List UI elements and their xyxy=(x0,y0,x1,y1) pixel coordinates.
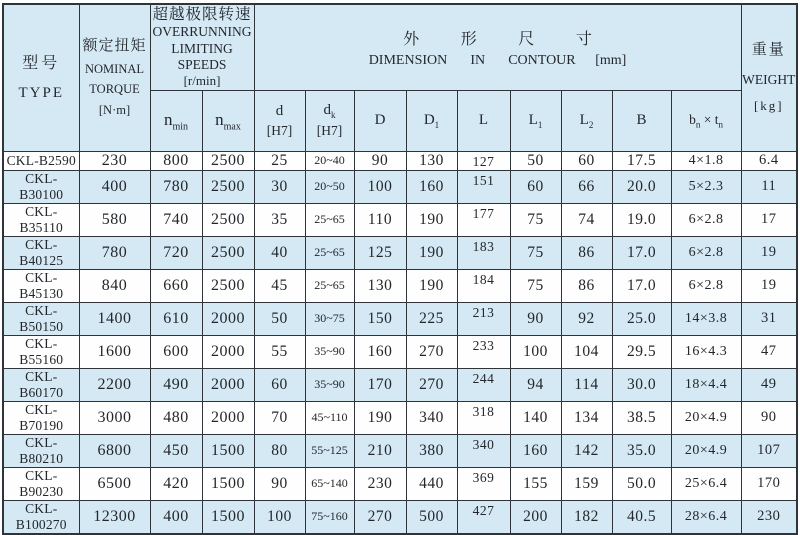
cell-nmax: 2000 xyxy=(202,368,254,401)
cell-B: 17.5 xyxy=(612,151,671,170)
cell-L1: 200 xyxy=(510,500,561,534)
cell-d: 60 xyxy=(254,368,305,401)
cell-L: 318 xyxy=(457,401,510,434)
cell-L2: 134 xyxy=(561,401,612,434)
cell-d: 30 xyxy=(254,170,305,203)
cell-nmax: 1500 xyxy=(202,500,254,534)
cell-nmax: 1500 xyxy=(202,467,254,500)
cell-L1: 75 xyxy=(510,203,561,236)
cell-D: 100 xyxy=(354,170,406,203)
cell-B: 17.0 xyxy=(612,269,671,302)
table-body xyxy=(3,151,797,534)
cell-D: 190 xyxy=(354,401,406,434)
cell-nmin: 780 xyxy=(150,170,202,203)
cell-weight: 47 xyxy=(741,335,797,368)
cell-torque: 3000 xyxy=(79,401,150,434)
cell-L2: 86 xyxy=(561,236,612,269)
cell-weight: 6.4 xyxy=(741,151,797,170)
cell-L1: 90 xyxy=(510,302,561,335)
cell-nmax: 2000 xyxy=(202,335,254,368)
cell-L2: 66 xyxy=(561,170,612,203)
cell-dk: 75~160 xyxy=(305,500,354,534)
dimension-header-en-text: DIMENSION IN CONTOUR xyxy=(368,52,576,68)
cell-D1: 270 xyxy=(406,335,457,368)
cell-L2: 74 xyxy=(561,203,612,236)
cell-nmin: 420 xyxy=(150,467,202,500)
cell-weight: 230 xyxy=(741,500,797,534)
cell-nmin: 660 xyxy=(150,269,202,302)
cell-nmin: 800 xyxy=(150,151,202,170)
cell-L1: 160 xyxy=(510,434,561,467)
cell-weight: 31 xyxy=(741,302,797,335)
cell-nmax: 2500 xyxy=(202,236,254,269)
cell-L1: 75 xyxy=(510,236,561,269)
cell-d: 40 xyxy=(254,236,305,269)
cell-D: 270 xyxy=(354,500,406,534)
cell-nmin: 400 xyxy=(150,500,202,534)
cell-D1: 130 xyxy=(406,151,457,170)
weight-header-zh: 重量 xyxy=(751,42,786,58)
cell-D1: 340 xyxy=(406,401,457,434)
cell-nmax: 2000 xyxy=(202,302,254,335)
cell-torque: 780 xyxy=(79,236,150,269)
cell-D: 230 xyxy=(354,467,406,500)
cell-dk: 30~75 xyxy=(305,302,354,335)
cell-bt: 6×2.8 xyxy=(671,236,741,269)
cell-torque: 580 xyxy=(79,203,150,236)
cell-torque: 230 xyxy=(79,151,150,170)
cell-type: CKL-B30100 xyxy=(3,170,79,203)
cell-torque: 6500 xyxy=(79,467,150,500)
cell-weight: 170 xyxy=(741,467,797,500)
cell-nmin: 490 xyxy=(150,368,202,401)
table-row xyxy=(3,401,797,434)
table-header xyxy=(3,4,797,151)
column-header-dk: $d_k$ [H7] xyxy=(305,90,354,151)
cell-L1: 100 xyxy=(510,335,561,368)
dimension-header-zh: 外形尺寸 xyxy=(403,30,634,48)
cell-D: 130 xyxy=(354,269,406,302)
table-row xyxy=(3,170,797,203)
cell-type: CKL-B80210 xyxy=(3,434,79,467)
cell-type: CKL-B70190 xyxy=(3,401,79,434)
cell-nmin: 610 xyxy=(150,302,202,335)
cell-D1: 270 xyxy=(406,368,457,401)
cell-D1: 440 xyxy=(406,467,457,500)
cell-bt: 6×2.8 xyxy=(671,203,741,236)
cell-D1: 380 xyxy=(406,434,457,467)
cell-bt: 28×6.4 xyxy=(671,500,741,534)
table-row xyxy=(3,203,797,236)
cell-B: 30.0 xyxy=(612,368,671,401)
cell-nmin: 720 xyxy=(150,236,202,269)
cell-L2: 92 xyxy=(561,302,612,335)
dimension-header-unit: [mm] xyxy=(595,52,627,68)
cell-torque: 12300 xyxy=(79,500,150,534)
cell-type: CKL-B50150 xyxy=(3,302,79,335)
cell-B: 25.0 xyxy=(612,302,671,335)
cell-L2: 142 xyxy=(561,434,612,467)
cell-nmin: 450 xyxy=(150,434,202,467)
table-row xyxy=(3,467,797,500)
cell-type: CKL-B2590 xyxy=(3,151,79,170)
cell-dk: 25~65 xyxy=(305,203,354,236)
cell-D1: 225 xyxy=(406,302,457,335)
cell-weight: 17 xyxy=(741,203,797,236)
cell-B: 40.5 xyxy=(612,500,671,534)
table-row xyxy=(3,302,797,335)
cell-weight: 11 xyxy=(741,170,797,203)
cell-type: CKL-B90230 xyxy=(3,467,79,500)
cell-L: 369 xyxy=(457,467,510,500)
type-header-en: TYPE xyxy=(18,84,64,101)
cell-nmax: 2500 xyxy=(202,203,254,236)
cell-L2: 104 xyxy=(561,335,612,368)
cell-B: 20.0 xyxy=(612,170,671,203)
cell-nmax: 1500 xyxy=(202,434,254,467)
torque-header-zh: 额定扭矩 xyxy=(82,38,147,55)
cell-L: 184 xyxy=(457,269,510,302)
cell-d: 45 xyxy=(254,269,305,302)
weight-header-unit: [kg] xyxy=(753,97,784,113)
table-row xyxy=(3,368,797,401)
cell-L2: 60 xyxy=(561,151,612,170)
cell-L1: 50 xyxy=(510,151,561,170)
cell-L: 244 xyxy=(457,368,510,401)
cell-B: 38.5 xyxy=(612,401,671,434)
cell-torque: 2200 xyxy=(79,368,150,401)
cell-bt: 20×4.9 xyxy=(671,401,741,434)
cell-L: 233 xyxy=(457,335,510,368)
cell-L: 340 xyxy=(457,434,510,467)
cell-D1: 160 xyxy=(406,170,457,203)
cell-nmax: 2000 xyxy=(202,401,254,434)
cell-L2: 86 xyxy=(561,269,612,302)
torque-header-en1: NOMINAL xyxy=(84,62,145,77)
cell-B: 29.5 xyxy=(612,335,671,368)
cell-dk: 20~50 xyxy=(305,170,354,203)
cell-d: 70 xyxy=(254,401,305,434)
cell-dk: 25~65 xyxy=(305,269,354,302)
cell-D1: 500 xyxy=(406,500,457,534)
cell-L: 177 xyxy=(457,203,510,236)
cell-d: 80 xyxy=(254,434,305,467)
cell-torque: 840 xyxy=(79,269,150,302)
cell-dk: 65~140 xyxy=(305,467,354,500)
cell-nmax: 2500 xyxy=(202,151,254,170)
cell-type: CKL-B100270 xyxy=(3,500,79,534)
spec-table xyxy=(2,3,798,535)
cell-torque: 400 xyxy=(79,170,150,203)
cell-weight: 19 xyxy=(741,269,797,302)
column-group-header-dimension xyxy=(254,4,741,90)
cell-type: CKL-B35110 xyxy=(3,203,79,236)
cell-type: CKL-B40125 xyxy=(3,236,79,269)
column-header-torque xyxy=(79,4,150,151)
cell-L1: 75 xyxy=(510,269,561,302)
cell-type: CKL-B55160 xyxy=(3,335,79,368)
table-row xyxy=(3,236,797,269)
table-row xyxy=(3,335,797,368)
cell-dk: 25~65 xyxy=(305,236,354,269)
column-header-nmin: $n_{min}$ xyxy=(150,90,202,151)
cell-nmin: 480 xyxy=(150,401,202,434)
cell-D: 125 xyxy=(354,236,406,269)
cell-L1: 94 xyxy=(510,368,561,401)
cell-weight: 49 xyxy=(741,368,797,401)
cell-d: 90 xyxy=(254,467,305,500)
cell-L: 127 xyxy=(457,151,510,170)
cell-bt: 5×2.3 xyxy=(671,170,741,203)
cell-D: 150 xyxy=(354,302,406,335)
cell-dk: 55~125 xyxy=(305,434,354,467)
cell-d: 100 xyxy=(254,500,305,534)
column-header-D: D xyxy=(354,90,406,151)
speeds-header-en1: OVERRUNNING xyxy=(152,24,252,40)
column-header-type xyxy=(3,4,79,151)
cell-dk: 45~110 xyxy=(305,401,354,434)
cell-bt: 4×1.8 xyxy=(671,151,741,170)
column-header-D1: $D_1$ xyxy=(406,90,457,151)
cell-d: 25 xyxy=(254,151,305,170)
cell-D: 160 xyxy=(354,335,406,368)
cell-nmin: 740 xyxy=(150,203,202,236)
cell-d: 50 xyxy=(254,302,305,335)
cell-d: 55 xyxy=(254,335,305,368)
cell-dk: 35~90 xyxy=(305,368,354,401)
cell-L1: 60 xyxy=(510,170,561,203)
cell-type: CKL-B60170 xyxy=(3,368,79,401)
cell-B: 35.0 xyxy=(612,434,671,467)
cell-B: 19.0 xyxy=(612,203,671,236)
torque-header-unit: [N·m] xyxy=(98,103,131,118)
cell-dk: 20~40 xyxy=(305,151,354,170)
cell-torque: 1400 xyxy=(79,302,150,335)
cell-L: 213 xyxy=(457,302,510,335)
dimension-header-en xyxy=(255,53,741,69)
cell-bt: 25×6.4 xyxy=(671,467,741,500)
cell-D: 170 xyxy=(354,368,406,401)
column-header-L2: $L_2$ xyxy=(561,90,612,151)
table-row xyxy=(3,269,797,302)
cell-nmax: 2500 xyxy=(202,269,254,302)
cell-D1: 190 xyxy=(406,236,457,269)
cell-L2: 159 xyxy=(561,467,612,500)
cell-weight: 19 xyxy=(741,236,797,269)
table-row xyxy=(3,500,797,534)
cell-L1: 140 xyxy=(510,401,561,434)
cell-weight: 90 xyxy=(741,401,797,434)
column-header-L1: $L_1$ xyxy=(510,90,561,151)
speeds-header-zh: 超越极限转速 xyxy=(152,6,252,23)
column-header-B: B xyxy=(612,90,671,151)
cell-bt: 18×4.4 xyxy=(671,368,741,401)
cell-torque: 6800 xyxy=(79,434,150,467)
cell-D1: 190 xyxy=(406,203,457,236)
cell-torque: 1600 xyxy=(79,335,150,368)
cell-D: 210 xyxy=(354,434,406,467)
cell-weight: 107 xyxy=(741,434,797,467)
speeds-header-unit: [r/min] xyxy=(183,72,221,88)
cell-bt: 16×4.3 xyxy=(671,335,741,368)
table-row xyxy=(3,151,797,170)
cell-B: 50.0 xyxy=(612,467,671,500)
cell-nmax: 2500 xyxy=(202,170,254,203)
cell-bt: 14×3.8 xyxy=(671,302,741,335)
weight-header-en: WEIGHT xyxy=(742,71,796,87)
cell-L: 183 xyxy=(457,236,510,269)
torque-header-en2: TORQUE xyxy=(89,82,140,97)
table-row xyxy=(3,434,797,467)
cell-dk: 35~90 xyxy=(305,335,354,368)
cell-D: 110 xyxy=(354,203,406,236)
cell-L: 427 xyxy=(457,500,510,534)
cell-B: 17.0 xyxy=(612,236,671,269)
type-header-zh: 型号 xyxy=(22,54,61,72)
cell-type: CKL-B45130 xyxy=(3,269,79,302)
cell-L: 151 xyxy=(457,170,510,203)
cell-bt: 6×2.8 xyxy=(671,269,741,302)
column-header-L: L xyxy=(457,90,510,151)
column-group-header-speeds xyxy=(150,4,254,90)
cell-L2: 114 xyxy=(561,368,612,401)
column-header-d: d [H7] xyxy=(254,90,305,151)
cell-L2: 182 xyxy=(561,500,612,534)
column-header-nmax: $n_{max}$ xyxy=(202,90,254,151)
column-header-weight xyxy=(741,4,797,151)
cell-D1: 190 xyxy=(406,269,457,302)
cell-bt: 20×4.9 xyxy=(671,434,741,467)
cell-d: 35 xyxy=(254,203,305,236)
speeds-header-en2: LIMITING SPEEDS xyxy=(171,40,233,72)
column-header-bt: $b_n \times t_n$ xyxy=(671,90,741,151)
cell-L1: 155 xyxy=(510,467,561,500)
cell-nmin: 600 xyxy=(150,335,202,368)
cell-D: 90 xyxy=(354,151,406,170)
